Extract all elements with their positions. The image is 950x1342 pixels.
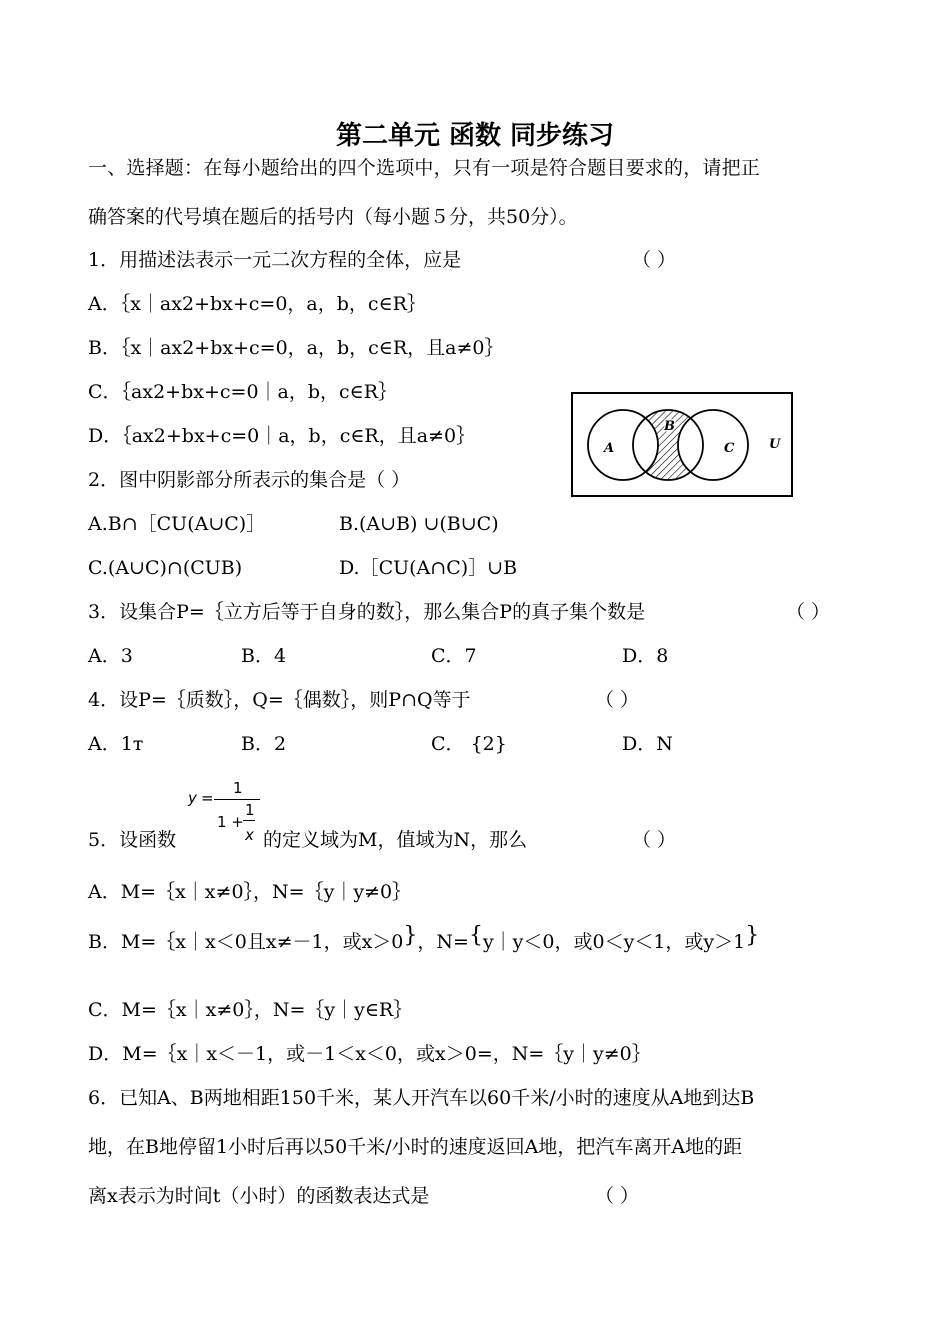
q4-answer-bracket: （ ） [595,689,640,711]
q2-option-b: B.(A∪B) ∪(B∪C) [339,513,499,535]
q5-option-b-part3: y｜y＜0，或0＜y＜1，或y＞1 [482,931,746,953]
q5-option-b-part2: ，N= [417,931,469,953]
q6-line-3: 离x表示为时间t（小时）的函数表达式是 [88,1185,430,1207]
q1-option-d: D．｛ax2+bx+c=0｜a，b，c∈R，且a≠0｝ [88,425,476,447]
q3-option-c: C．7 [431,645,477,667]
formula-numerator: 1 [233,779,243,797]
q5-option-b-brace-open: { [468,923,483,948]
q1-option-a: A．｛x｜ax2+bx+c=0，a，b，c∈R｝ [88,293,426,315]
q2-option-c: C.(A∪C)∩(CUB) [88,557,243,579]
q2-stem: 2．图中阴影部分所表示的集合是（ ） [88,469,411,491]
q4-option-a: A．1т [88,733,144,755]
q1-option-c: C．｛ax2+bx+c=0｜a，b，c∈R｝ [88,381,398,403]
venn-label-b: B [664,419,675,434]
q2-option-a: A.B∩［CU(A∪C)］ [88,513,266,535]
formula-y: y [188,789,197,807]
venn-diagram [571,392,793,497]
q3-option-a: A．3 [88,645,133,667]
venn-label-u: U [769,437,781,452]
q3-answer-bracket: （ ） [786,601,831,623]
q2-option-d: D.［CU(A∩C)］∪B [339,557,518,579]
q6-line-1: 6．已知A、B两地相距150千米，某人开汽车以60千米/小时的速度从A地到达B [88,1087,755,1109]
q3-option-d: D．8 [622,645,669,667]
q6-answer-bracket: （ ） [595,1185,640,1207]
q3-stem: 3．设集合P=｛立方后等于自身的数｝，那么集合P的真子集个数是 [88,601,646,623]
q5-option-b-brace-close: } [403,923,418,948]
q5-answer-bracket: （ ） [632,829,677,851]
q5-stem-suffix: 的定义域为M，值域为N，那么 [263,829,528,851]
page-title: 第二单元 函数 同步练习 [335,121,615,151]
formula-main-fraction-bar [214,799,260,800]
q5-option-b-brace-end: } [745,923,760,948]
q5-option-b-part1: B．M=｛x｜x＜0且x≠－1，或x＞0 [88,931,404,953]
q4-option-c: C． {2} [431,733,507,755]
formula-inner-numerator: 1 [245,801,255,819]
venn-label-c: C [724,441,735,456]
q5-option-d: D．M=｛x｜x＜－1，或－1＜x＜0，或x＞0=，N=｛y｜y≠0｝ [88,1043,651,1065]
intro-line-1: 一、选择题：在每小题给出的四个选项中，只有一项是符合题目要求的，请把正 [88,157,761,179]
q4-stem: 4．设P=｛质数｝，Q=｛偶数｝，则P∩Q等于 [88,689,471,711]
q6-line-2: 地，在B地停留1小时后再以50千米/小时的速度返回A地，把汽车离开A地的距 [88,1136,743,1158]
q1-answer-bracket: （ ） [632,249,677,271]
q3-option-b: B．4 [241,645,287,667]
q1-stem: 1．用描述法表示一元二次方程的全体，应是 [88,249,462,271]
q5-option-c: C．M=｛x｜x≠0｝，N=｛y｜y∈R｝ [88,999,413,1021]
intro-line-2: 确答案的代号填在题后的括号内（每小题５分，共50分）。 [88,206,578,228]
q4-option-b: B．2 [241,733,287,755]
formula-inner-fraction-bar [243,820,255,821]
q5-stem-prefix: 5．设函数 [88,829,177,851]
q5-option-a: A．M=｛x｜x≠0｝，N=｛y｜y≠0｝ [88,881,412,903]
formula-equals: = [201,789,214,807]
q1-option-b: B．｛x｜ax2+bx+c=0，a，b，c∈R，且a≠0｝ [88,337,504,359]
venn-label-a: A [604,441,615,456]
formula-x: x [245,826,254,844]
formula-one-plus: 1 + [217,813,244,831]
q5-option-b [88,923,760,954]
q4-option-d: D．N [622,733,673,755]
